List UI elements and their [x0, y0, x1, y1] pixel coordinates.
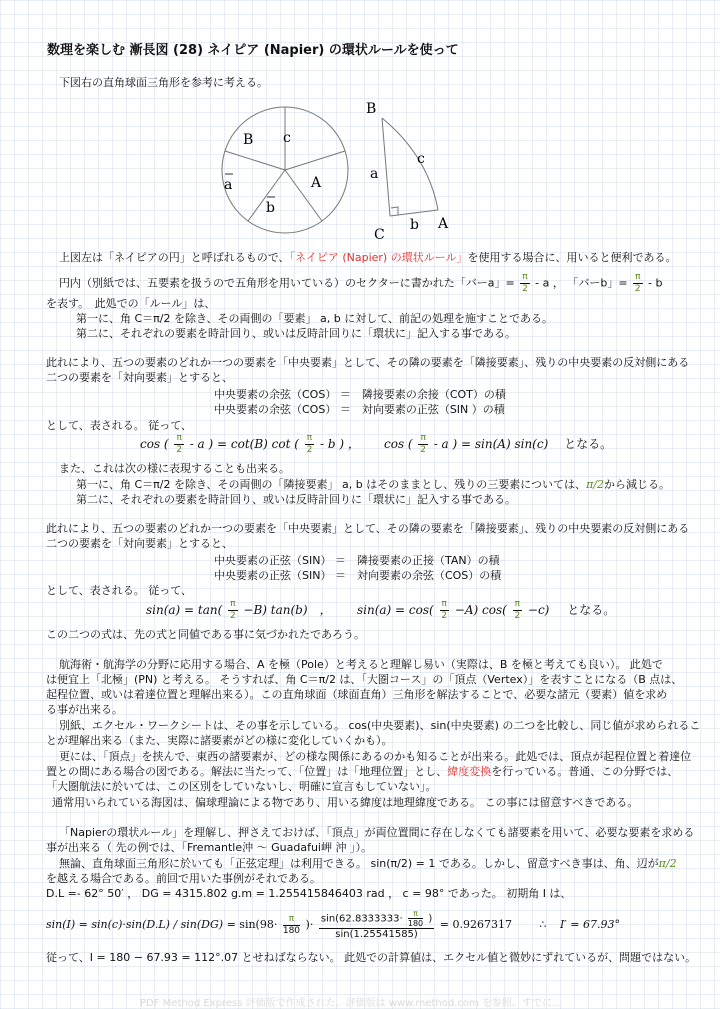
p4-rule-sin-cos: 中央要素の正弦（SIN） ＝ 対向要素の余弦（COS）の積 [214, 569, 502, 582]
intro-text: 下図右の直角球面三角形を参考に考える。 [59, 76, 268, 89]
page-title: 数理を楽しむ 漸長図 (28) ネイピア (Napier) の環状ルールを使って [47, 43, 459, 58]
circle-label-abar: a [224, 177, 233, 193]
formula-sin-2 [357, 599, 615, 622]
p4-line5: として、表される。 従って、 [46, 584, 193, 597]
formula-value: = 0.9267317 [439, 918, 512, 931]
napier-rule-highlight: 「ネイピア (Napier) の環状ルール」 [289, 251, 468, 264]
formula-lhs: sin(I) = sin(c)·sin(D.L) / sin(DG) = [46, 918, 236, 931]
pi-over-180-fraction: $\frac{\pi}{180}$ [282, 913, 301, 936]
p2-line5: として、表される。 従って、 [46, 419, 193, 432]
p5-line3: 起程位置、或いは着達位置と理解出来る）。この直角球面（球面直角）三角形を解法することで、必要な諸元（要素）値を求め [46, 688, 668, 701]
pi-over-2-fraction: $\frac{\pi}{2}$ [306, 433, 313, 455]
circle-label-bbar: b [266, 200, 275, 216]
p1-line2 [59, 272, 662, 295]
formula-sin-cos-label: sin(a) = cos( [357, 603, 434, 617]
formula-cos-b: - b ) ， [320, 437, 360, 451]
p1-line5: 第二に、それぞれの要素を時計回り、或いは反時計回りに「環状に」記入する事である。 [76, 327, 516, 340]
latitude-conversion-highlight: 緯度変換 [447, 765, 492, 778]
p6-line3 [59, 857, 677, 871]
p3-line2-text: 第一に、角 C＝π/2 を除き、その両側の「隣接要素」 a, b はそのままとし、残りの三要素については、 [76, 478, 587, 491]
p6-line4: を越える場合である。前回で用いた事例がそれである。 [46, 872, 321, 885]
pi-over-2-fraction: $\frac{\pi}{2}$ [229, 599, 236, 621]
pi-over-2-green: π/2 [586, 478, 604, 491]
p5-line2: は便宜上「北極」(PN) と考える。 そうすれば、角 C＝π/2 は、「大圏コース」の「頂点（Vertex）」を表すことになる（B 点は、 [46, 673, 683, 686]
p3-line2-end: から減じる。 [604, 478, 670, 491]
p1-line1 [59, 251, 677, 265]
p1-line4: 第一に、角 C＝π/2 を除き、その両側の「要素」 a, b に対して、前記の処理を施すことである。 [76, 312, 554, 325]
triangle-label-a: a [370, 166, 379, 182]
p4-line1: 此れにより、五つの要素のどれか一つの要素を「中央要素」として、その隣の要素を「隣接要素」、残りの中央要素の反対側にある [46, 522, 690, 535]
formula-cos-label: cos ( [140, 437, 169, 451]
formula-sin-tan: −B) tan(b) ， [243, 603, 332, 617]
p6-line1: 「Napierの環状ルール」を理解し、押さえておけば、「頂点」が両位置間に存在しなくても諸要素を用いて、必要な要素を求める [59, 826, 695, 839]
p6-line6: 従って、I = 180 − 67.93 = 112°.07 とせねばならない。 此処での計算値は、エクセル値と微妙にずれているが、問題ではない。 [46, 951, 697, 964]
triangle-label-C: C [374, 227, 385, 243]
p1-line2-barb: 「バーb」= [567, 276, 628, 290]
formula-denominator: sin(1.25541585) [335, 929, 418, 940]
spherical-triangle-diagram [360, 96, 470, 246]
formula-numerator: sin(62.8333333· $\frac{\pi}{180}$ ) [320, 909, 433, 928]
triangle-label-A: A [438, 216, 449, 232]
p6-line2: 事が出来る（ 先の例では、「Fremantle沖 ～ Guadafui岬 沖 」）。 [46, 841, 372, 854]
p5-line9: 「大圏航法に於いては、この区別をしていないし、明確に宣言もしていない」。 [46, 780, 437, 793]
formula-result: I′ = 67.93° [559, 918, 620, 931]
p1-line2-b: - b [648, 276, 663, 290]
p2-rule-cos-sin: 中央要素の余弦（COS） ＝ 対向要素の正弦（SIN ）の積 [214, 403, 505, 416]
formula-cos-cot: - a ) = cot(B) cot ( [189, 437, 299, 451]
p5-line4: る事が出来る。 [46, 703, 123, 716]
formula-end-text: となる。 [567, 603, 616, 617]
triangle-label-B: B [366, 101, 377, 117]
formula-sin-tan-label: sin(a) = tan( [146, 603, 223, 617]
pi-over-2-fraction: $\frac{\pi}{2}$ [514, 599, 521, 621]
evaluation-watermark: PDF Method Express 評価版で作成された。評価版は www.method.com を参照。すでに... [140, 998, 562, 1009]
p4-rule-sin-tan: 中央要素の正弦（SIN） ＝ 隣接要素の正接（TAN）の積 [214, 554, 500, 567]
p1-line1-text-end: を使用する場合に、用いると便利である。 [467, 251, 677, 264]
p5-line8-end: を行っている。普通、この分野では、 [491, 765, 679, 778]
p5-line10: 通常用いられている海図は、偏球理論による物であり、用いる緯度は地理緯度である。 この事には留意すべきである。 [52, 796, 639, 809]
p3-line3: 第二に、それぞれの要素を時計回り、或いは反時計回りに「環状に」記入する事である。 [76, 493, 516, 506]
triangle-label-c: c [417, 151, 425, 167]
pi-over-2-fraction: $\frac{\pi}{2}$ [420, 433, 427, 455]
p5-line1: 航海術・航海学の分野に応用する場合、A を極（Pole）と考えると理解し易い（実際は、B を極と考えても良い）。 此処で [59, 658, 663, 671]
pi-over-2-fraction: $\frac{\pi}{2}$ [522, 272, 528, 294]
p1-line2-text: 円内（別紙では、五要素を扱うので五角形を用いている）のセクターに書かれた「バーa」= [59, 276, 515, 290]
p3-line2 [76, 478, 670, 492]
formula-cos-1 [140, 433, 360, 456]
pi-over-2-green: π/2 [658, 857, 677, 870]
p5-line7: 更には、「頂点」を挟んで、東西の諸要素が、どの様な関係にあるのかも知ることが出来る。此処では、頂点が起程位置と着達位 [59, 750, 692, 763]
formula-end-text: となる。 [564, 437, 613, 451]
therefore-symbol: ∴ [539, 918, 547, 931]
circle-label-A: A [311, 175, 322, 191]
circle-label-c: c [283, 130, 291, 146]
p2-line1: 此れにより、五つの要素のどれか一つの要素を「中央要素」として、その隣の要素を「隣接要素」、残りの中央要素の反対側にある [46, 356, 690, 369]
formula-cos-2 [384, 433, 612, 456]
p4-line2: 二つの要素を「対向要素」とすると、 [46, 537, 233, 550]
p5-line6: とが理解出来る（また、実際に諸要素がどの様に変化していくかも）。 [46, 734, 393, 747]
p5-line8 [46, 765, 678, 779]
circle-label-B: B [243, 132, 254, 148]
formula-sin-c: −c) [527, 603, 550, 617]
pi-over-2-fraction: $\frac{\pi}{2}$ [634, 272, 641, 294]
p2-rule-cos-cot: 中央要素の余弦（COS） ＝ 隣接要素の余接（COT）の積 [214, 388, 506, 401]
p4-line6: この二つの式は、先の式と同値である事に気づかれたであろう。 [46, 628, 365, 641]
p6-line3-text: 無論、直角球面三角形に於いても「正弦定理」は利用できる。 sin(π/2) = 1 である。しかし、留意すべき事は、角、辺が [59, 857, 659, 870]
p5-line5: 別紙、エクセル・ワークシートは、その事を示している。 cos(中央要素)、sin(中央要素) の二つを比較し、同じ値が求められるこ [59, 719, 701, 732]
formula-cos-sin: - a ) = sin(A) sin(c) [433, 437, 549, 451]
formula-sin-cos: −A) cos( [454, 603, 507, 617]
p6-line5: D.L =- 62° 50′ ， DG = 4315.802 g.m = 1.255415846403 rad ， c = 98° であった。 初期角 I は、 [46, 887, 572, 900]
p1-line2-a: - a ， [535, 276, 564, 290]
p1-line3: を表す。 此処での「ルール」は、 [46, 297, 216, 310]
p3-line1: また、これは次の様に表現することも出来る。 [59, 462, 290, 475]
formula-sin-1 [146, 599, 332, 622]
formula-initial-course [46, 909, 620, 941]
triangle-label-b: b [410, 217, 419, 233]
formula-cos2-label: cos ( [384, 437, 413, 451]
formula-sin98: sin(98· [239, 918, 278, 931]
formula-ratio [319, 909, 434, 941]
pi-over-2-fraction: $\frac{\pi}{2}$ [176, 433, 183, 455]
formula-close: )· [305, 918, 314, 931]
pi-over-2-fraction: $\frac{\pi}{2}$ [441, 599, 448, 621]
p5-line8-text: 置との間にある場合の図である。解法に当たって、「位置」は「地理位置」とし、 [46, 765, 448, 778]
p1-line1-text: 上図左は「ネイピアの円」と呼ばれるもので、 [59, 251, 290, 264]
napier-circle-diagram [205, 100, 365, 240]
p2-line2: 二つの要素を「対向要素」とすると、 [46, 371, 233, 384]
